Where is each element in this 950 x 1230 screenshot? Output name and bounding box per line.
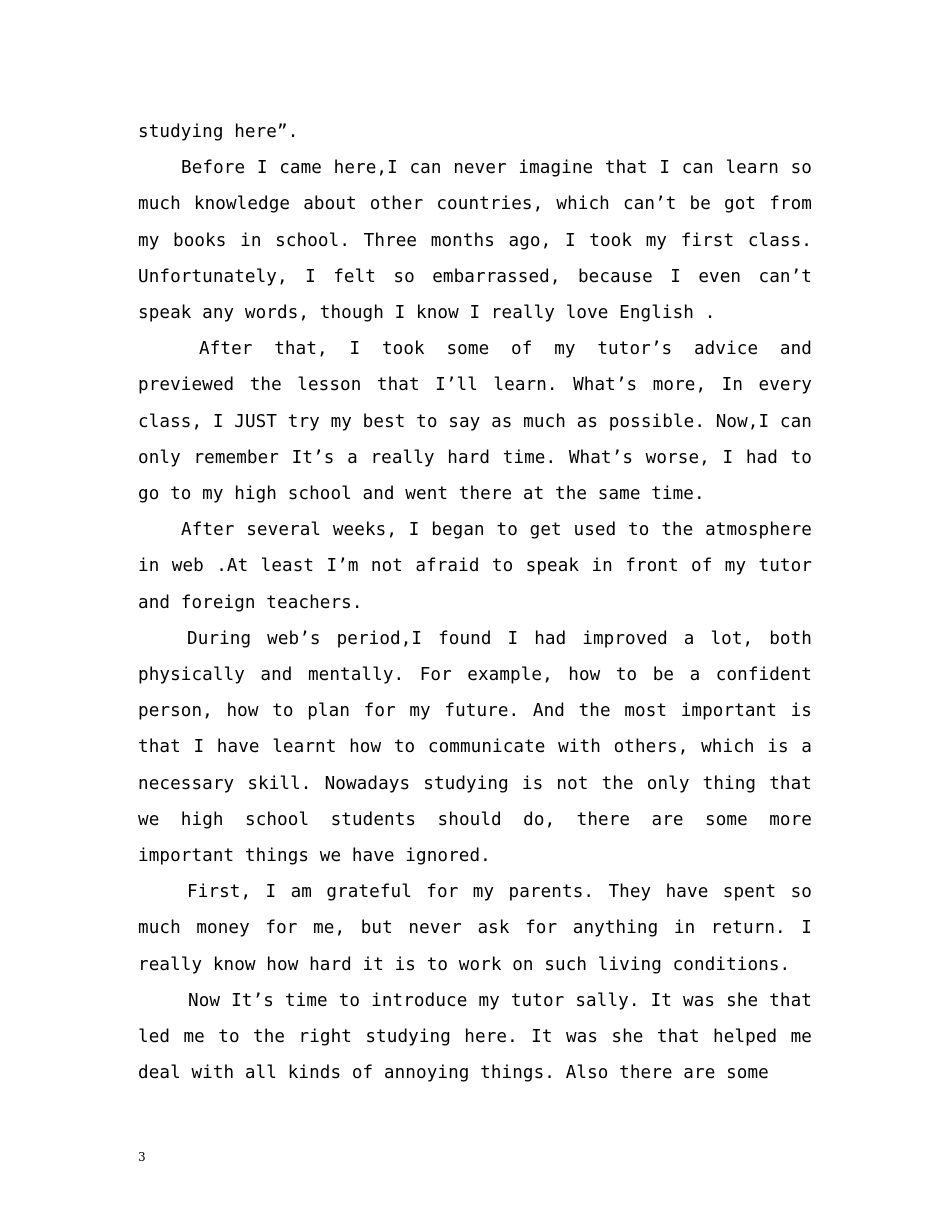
paragraph-first-class: Before I came here,I can never imagine that I can learn so much knowledge about other countries, which can’t be got from my books in school. Three months ago, I took my first class. Unfortunately, I felt so embarrassed, because I even can’t speak any words, though I know I really love English . xyxy=(138,158,812,324)
paragraph-tutor: Now It’s time to introduce my tutor sally. It was she that led me to the right studying here. It was she that helped me deal with all kinds of annoying things. Also there are some xyxy=(138,990,812,1084)
paragraph-parents: First, I am grateful for my parents. They have spent so much money for me, but never ask for anything in return. I really know how hard it is to work on such living conditions. xyxy=(138,882,812,975)
body-text xyxy=(138,114,812,1091)
page-number: 3 xyxy=(138,1150,146,1164)
paragraph-several-weeks: After several weeks, I began to get used to the atmosphere in web .At least I’m not afraid to speak in front of my tutor and foreign teachers. xyxy=(138,520,812,613)
paragraph-after-that: After that, I took some of my tutor’s advice and previewed the lesson that I’ll learn. What’s more, In every class, I JUST try my best to say as much as possible. Now,I can only remember It’s a really hard time. What’s worse, I had to go to my high school and went there at the same time. xyxy=(138,339,812,505)
paragraph-web-period: During web’s period,I found I had improved a lot, both physically and mentally. For example, how to be a confident person, how to plan for my future. And the most important is that I have learnt how to communicate with others, which is a necessary skill. Nowadays studying is not the only thing that we high school students should do, there are some more important things we have ignored. xyxy=(138,628,812,867)
paragraph-continuation: studying here”. xyxy=(138,122,299,142)
